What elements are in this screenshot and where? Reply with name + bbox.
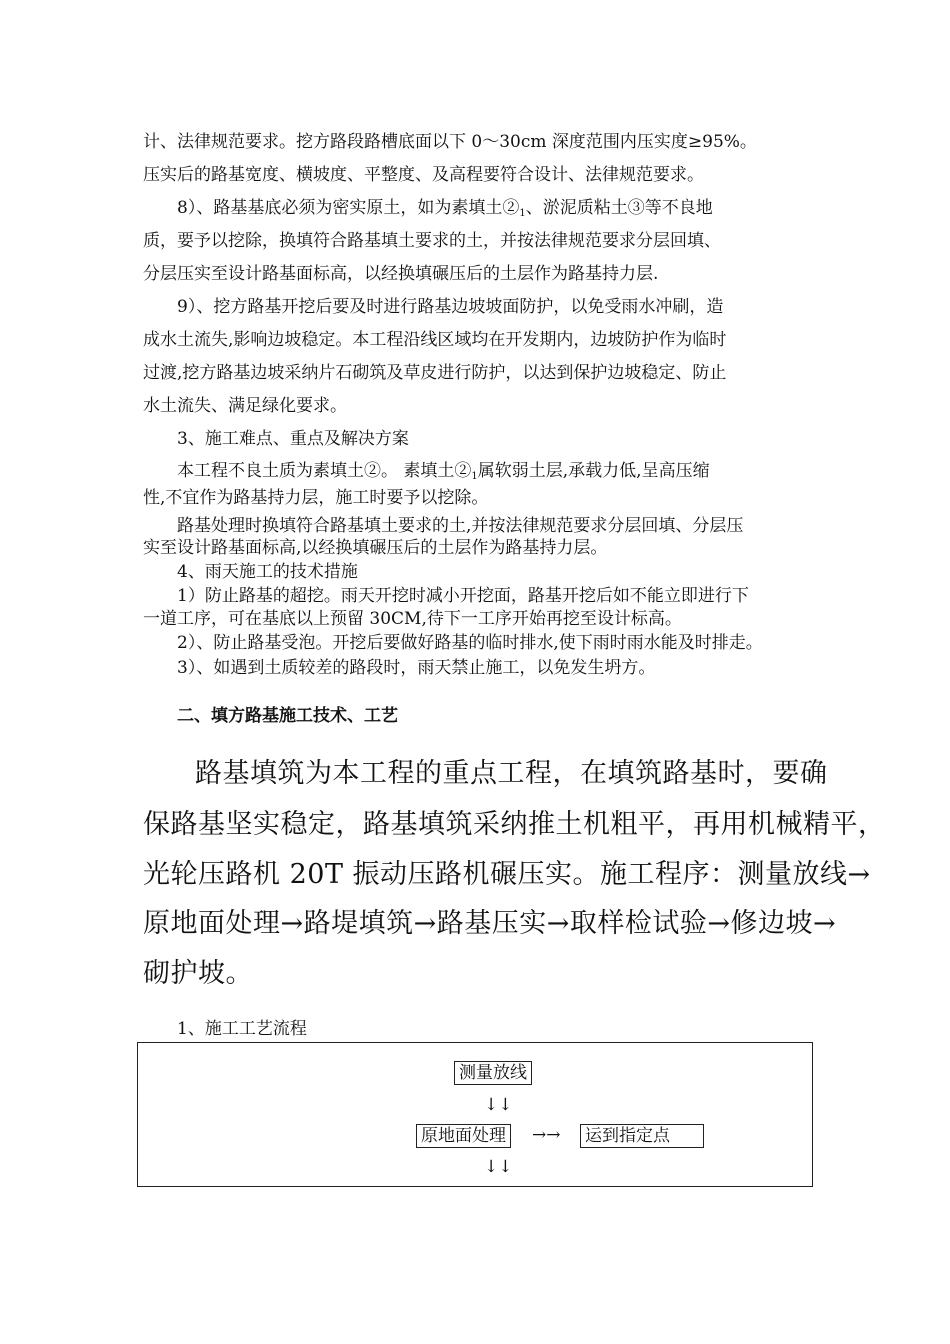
text-line: 质，要予以挖除，换填符合路基填土要求的土，并按法律规范要求分层回填、 [143, 231, 721, 251]
large-text-line: 砌护坡。 [143, 958, 253, 989]
text-line: 一道工序，可在基底以上预留 30CM,待下一工序开始再挖至设计标高。 [143, 609, 682, 629]
text-line: 成水土流失,影响边坡稳定。本工程沿线区域均在开发期内，边坡防护作为临时 [143, 330, 727, 350]
down-arrow-icon: ↓↓ [484, 1095, 513, 1115]
text-line: 实至设计路基面标高,以经换填碾压后的土层作为路基持力层。 [143, 538, 608, 558]
flow-node-ground-treatment: 原地面处理 [416, 1124, 511, 1148]
text-line: 过渡,挖方路基边坡采纳片石砌筑及草皮进行防护，以达到保护边坡稳定、防止 [143, 363, 727, 383]
section-3-paragraph-1: 本工程不良土质为素填土②。 素填土$②_1$属软弱土层,承载力低,呈高压缩 [177, 461, 710, 482]
text-line: 压实后的路基宽度、横坡度、平整度、及高程要符合设计、法律规范要求。 [143, 165, 704, 185]
text-line: 分层压实至设计路基面标高，以经换填碾压后的土层作为路基持力层. [143, 264, 659, 284]
paragraph-9-line-1: 9）、挖方路基开挖后要及时进行路基边坡坡面防护，以免受雨水冲刷，造 [177, 297, 724, 317]
section-4-title: 4、雨天施工的技术措施 [177, 562, 358, 582]
large-text-line: 光轮压路机 20T 振动压路机碾压实。施工程序：测量放线→ [143, 859, 871, 890]
section-4-item-3: 3）、如遇到土质较差的路段时，雨天禁止施工，以免发生坍方。 [177, 658, 656, 678]
flow-node-survey: 测量放线 [454, 1061, 532, 1085]
text-line: 水土流失、满足绿化要求。 [143, 396, 347, 416]
large-text-line: 保路基坚实稳定，路基填筑采纳推土机粗平，再用机械精平， [143, 809, 886, 840]
section-3-title: 3、施工难点、重点及解决方案 [177, 429, 409, 449]
large-text-line: 路基填筑为本工程的重点工程，在填筑路基时，要确 [195, 758, 828, 789]
large-text-line: 原地面处理→路堤填筑→路基压实→取样检试验→修边坡→ [143, 908, 837, 939]
flow-node-transport: 运到指定点 [580, 1124, 704, 1148]
flow-title: 1、施工工艺流程 [177, 1019, 307, 1039]
section-3-paragraph-2: 路基处理时换填符合路基填土要求的土,并按法律规范要求分层回填、分层压 [177, 516, 744, 536]
down-arrow-icon: ↓↓ [484, 1157, 513, 1177]
right-arrow-icon: →→ [532, 1125, 561, 1145]
chapter-heading: 二、填方路基施工技术、工艺 [177, 706, 398, 726]
text-line: 性,不宜作为路基持力层，施工时要予以挖除。 [143, 488, 489, 508]
paragraph-8-line-1: 8）、路基基底必须为密实原土，如为素填土$②_1$、淤泥质粘土③等不良地 [177, 198, 713, 219]
section-4-item-1: 1）防止路基的超挖。雨天开挖时减小开挖面，路基开挖后如不能立即进行下 [177, 586, 749, 606]
text-line: 计、法律规范要求。挖方路段路槽底面以下 0～30cm 深度范围内压实度≥95%。 [143, 132, 757, 152]
section-4-item-2: 2）、防止路基受泡。开挖后要做好路基的临时排水,使下雨时雨水能及时排走。 [177, 633, 763, 653]
